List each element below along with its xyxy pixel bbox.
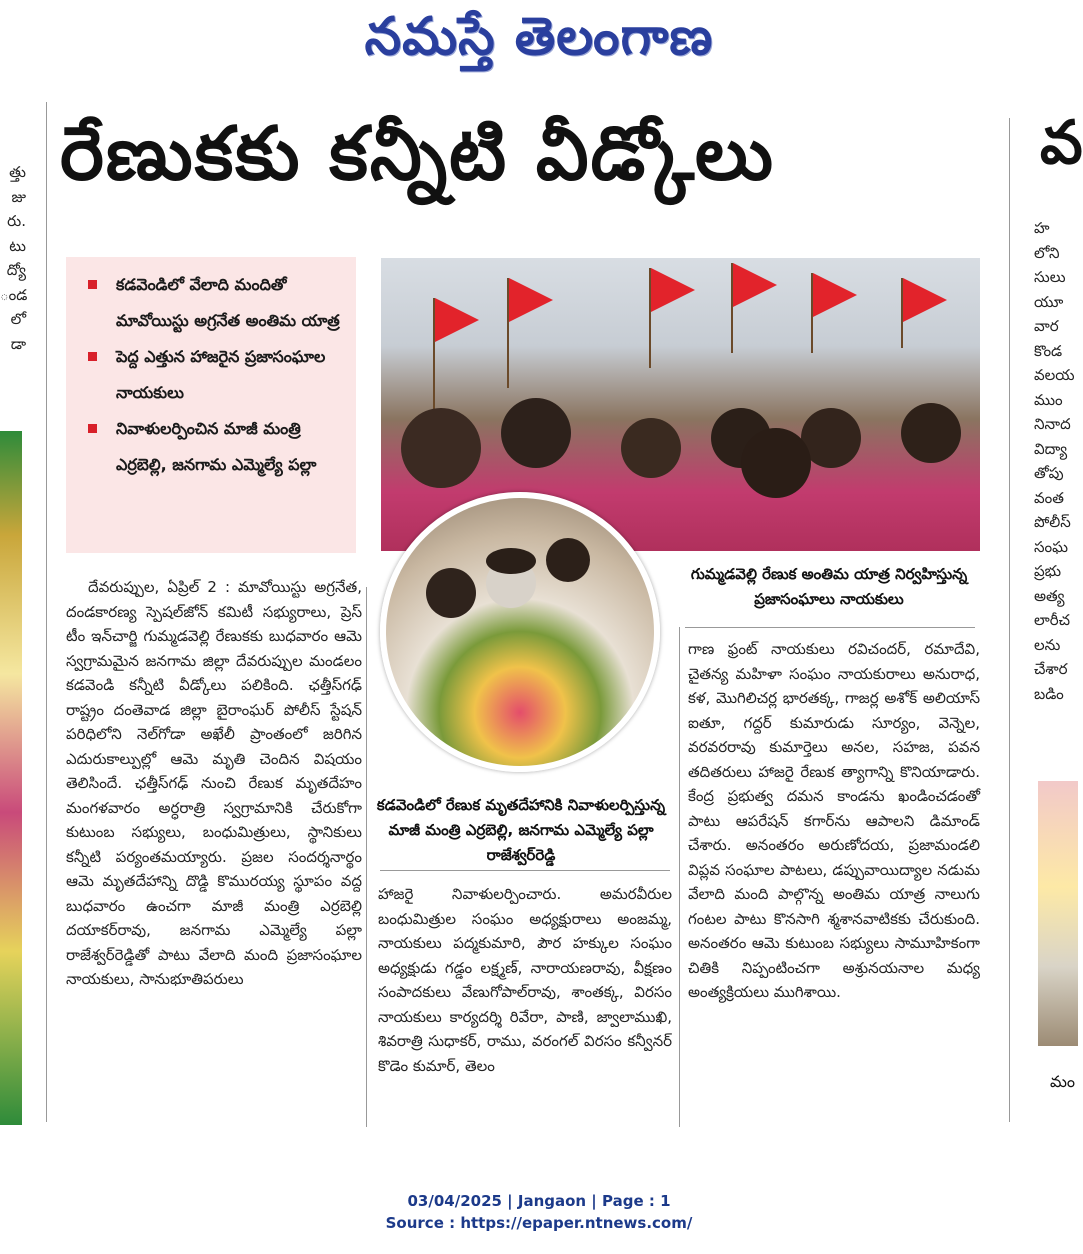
fragment-line: డా xyxy=(10,334,26,353)
adjacent-headline-fragment: వ xyxy=(1040,108,1083,178)
article-paragraph: దేవరుప్పుల, ఏప్రిల్ 2 : మావోయిస్టు అగ్రనేత, దండకారణ్య స్పెషల్‌జోన్ కమిటీ సభ్యురాలు, ప్రెస్ టీం ఇన్‌చార్జి గుమ్మడవెల్లి రేణుకకు బుధవారం ఆమె స్వగ్రామమైన జనగామ జిల్లా దేవరుప్పుల మండలం కడవెండి కన్నీటి వీడ్కోలు పలికింది. ఛత్తీస్‌గఢ్ రాష్ట్రం దంతెవాడ జిల్లా బైరాంఘర్ పోలీస్ స్టేషన్ పరిధిలోని నెల్‌గోడా అఖేలీ ప్రాంతంలో జరిగిన ఎదురుకాల్పుల్లో ఆమె మృతి చెందిన విషయం తెలిసిందే. ఛత్తీస్‌గఢ్ నుంచి రేణుక మృతదేహం మంగళవారం అర్ధరాత్రి స్వగ్రామానికి చేరుకోగా కుటుంబ సభ్యులు, బంధుమిత్రులు, స్థానికులు కన్నీటి పర్యంతమయ్యారు. ప్రజల సందర్శనార్థం ఆమె మృతదేహాన్ని దొడ్డి కొమురయ్య స్థూపం వద్ద బుధవారం ఉంచగా మాజీ మంత్రి ఎర్రబెల్లి దయాకర్‌రావు, జనగామ ఎమ్మెల్యే పల్లా రాజేశ్వర్‌రెడ్డితో పాటు వేలాది మంది ప్రజాసంఘాల నాయకులు, సానుభూతిపరులు xyxy=(66,578,362,988)
source-link[interactable]: Source : https://epaper.ntnews.com/ xyxy=(385,1214,693,1232)
fragment-line: ముం xyxy=(1034,390,1063,409)
adjacent-ad-caption: మం xyxy=(1050,1072,1076,1091)
adjacent-article-right-fragment xyxy=(1034,216,1078,706)
fragment-line: యూ xyxy=(1034,292,1064,311)
fragment-line: బడిం xyxy=(1034,684,1064,703)
highlight-item: కడవెండిలో వేలాది మందితో మావోయిస్టు అగ్రనేత అంతిమ యాత్ర xyxy=(78,267,344,339)
article-body-column-1 xyxy=(66,575,362,992)
article-body-column-3 xyxy=(688,637,980,1005)
adjacent-advertisement-right xyxy=(1038,781,1078,1046)
highlight-item: నివాళులర్పించిన మాజీ మంత్రి ఎర్రబెల్లి, జనగామ ఎమ్మెల్యే పల్లా xyxy=(78,411,344,483)
fragment-line: ద్యో xyxy=(6,261,26,279)
caption-underline xyxy=(685,627,975,628)
newspaper-title: నమస్తే తెలంగాణ xyxy=(364,6,714,67)
fragment-line: వలయ xyxy=(1034,366,1075,384)
highlights-box xyxy=(66,257,356,553)
fragment-line: ప్రభు xyxy=(1034,562,1062,580)
fragment-line: రు. xyxy=(7,212,26,230)
fragment-line: లను xyxy=(1034,635,1061,654)
inset-photo-caption: కడవెండిలో రేణుక మృతదేహానికి నివాళులర్పిస్తున్న మాజీ మంత్రి ఎర్రబెల్లి, జనగామ ఎమ్మెల్యే పల్లా రాజేశ్వర్‌రెడ్డి xyxy=(376,796,666,864)
masthead xyxy=(0,0,1078,80)
fragment-line: త్తు xyxy=(9,163,26,181)
fragment-line: పోలీస్ xyxy=(1034,513,1071,531)
fragment-line: కొండ xyxy=(1034,341,1063,360)
fragment-line: సంఘ xyxy=(1034,537,1069,556)
fragment-line: విద్యా xyxy=(1034,439,1068,458)
fragment-line: చేశార xyxy=(1034,660,1068,678)
fragment-line: హ xyxy=(1034,219,1050,237)
adjacent-advertisement-left xyxy=(0,431,22,1125)
article-paragraph: హాజరై నివాళులర్పించారు. అమరవీరుల బంధుమిత్రుల సంఘం అధ్యక్షురాలు అంజమ్మ, నాయకులు పద్మకుమారి, పౌర హక్కుల సంఘం అధ్యక్షుడు గడ్డం లక్ష్మణ్, నారాయణరావు, వీక్షణం సంపాదకులు వేణుగోపాల్‌రావు, శాంతక్క, విరసం నాయకులు కార్యదర్శి రివేరా, పాణి, జ్వాలాముఖి, శివరాత్రి సుధాకర్, రాము, వరంగల్ విరసం కన్వీనర్ కొడెం కుమార్, తెలం xyxy=(378,885,672,1075)
article-headline: రేణుకకు కన్నీటి వీడ్కోలు xyxy=(60,111,776,197)
highlight-item: పెద్ద ఎత్తున హాజరైన ప్రజాసంఘాల నాయకులు xyxy=(78,339,344,411)
edition-info: 03/04/2025 | Jangaon | Page : 1 xyxy=(407,1192,671,1210)
fragment-line: లారీచ xyxy=(1034,611,1071,629)
caption-underline xyxy=(380,870,670,871)
fragment-line: నినాద xyxy=(1034,415,1071,433)
tribute-inset-photo xyxy=(380,492,660,772)
fragment-line: లోని xyxy=(1034,243,1060,262)
fragment-line: ండ xyxy=(0,285,28,304)
column-rule-left xyxy=(46,102,47,1122)
fragment-line: అత్య xyxy=(1034,586,1065,605)
column-rule-right xyxy=(1009,118,1010,1122)
fragment-line: టు xyxy=(9,236,26,255)
fragment-line: లో xyxy=(10,310,26,328)
fragment-line: వార xyxy=(1034,317,1059,335)
article-body-column-2 xyxy=(378,882,672,1078)
fragment-line: వంత xyxy=(1034,488,1064,507)
adjacent-article-left-fragment xyxy=(0,160,26,356)
caption-separator xyxy=(366,587,367,1127)
fragment-line: జు xyxy=(11,187,26,206)
fragment-line: తోపు xyxy=(1034,464,1064,482)
fragment-line: సులు xyxy=(1034,268,1066,286)
article-paragraph: గాణ ఫ్రంట్ నాయకులు రవిచందర్, రమాదేవి, చైతన్య మహిళా సంఘం నాయకురాలు అనురాధ, కళ, మొగిలిచర్ల భారతక్క, గాజర్ల అశోక్ అలియాస్ ఐతూ, గద్దర్ కుమారుడు సూర్యం, వెన్నెల, వరవరరావు కుమార్తెలు అనల, సహజ, పవన తదితరులు హాజరై రేణుక త్యాగాన్ని కొనియాడారు. కేంద్ర ప్రభుత్వ దమన కాండను ఖండించడంతో పాటు ఆపరేషన్ కగార్‌ను ఆపాలని డిమాండ్ చేశారు. అనంతరం అరుణోదయ, ప్రజామండలి విప్లవ సంఘాల పాటలు, డప్పువాయిద్యాల నడుమ వేలాది మంది పాల్గొన్న అంతిమ యాత్ర నాలుగు గంటల పాటు కొనసాగి శ్మశానవాటికకు చేరుకుంది. అనంతరం ఆమె కుటుంబ సభ్యులు సామూహికంగా చితికి నిప్పంటించగా అశ్రునయనాల మధ్య అంత్యక్రియలు ముగిశాయి. xyxy=(688,640,980,1001)
caption-separator xyxy=(679,627,680,1127)
main-photo-caption: గుమ్మడవెల్లి రేణుక అంతిమ యాత్ర నిర్వహిస్తున్న ప్రజాసంఘాలు నాయకులు xyxy=(690,565,968,608)
